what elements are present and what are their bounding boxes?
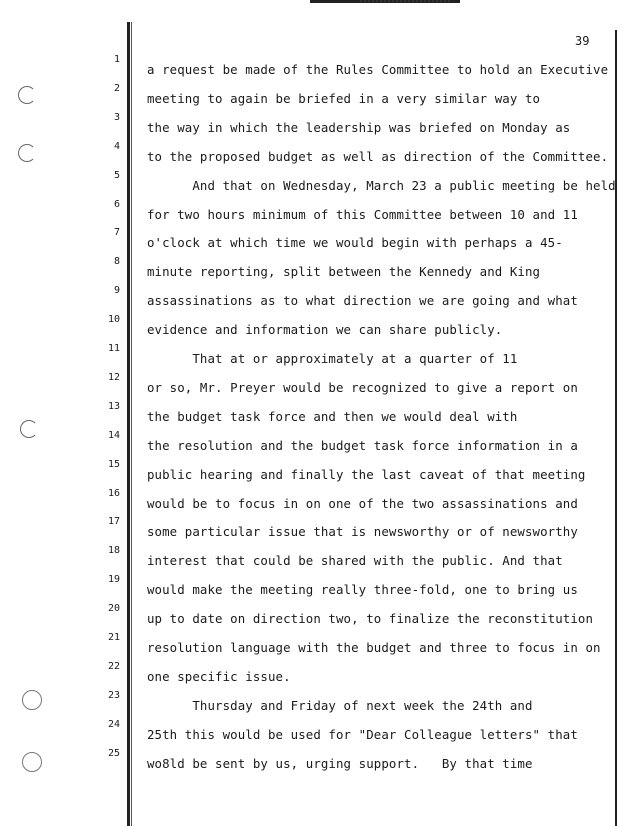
- line-number: 7: [113, 227, 120, 239]
- transcript-line: evidence and information we can share publicly.: [147, 322, 503, 338]
- line-number: 16: [107, 487, 120, 499]
- line-number: 24: [107, 718, 120, 730]
- line-number: 20: [107, 603, 120, 615]
- line-number: 3: [113, 111, 120, 123]
- punch-hole: [22, 752, 42, 772]
- transcript-line: for two hours minimum of this Committee between 10 and 11: [147, 206, 578, 222]
- binder-hole-mark: [20, 420, 38, 438]
- transcript-line: would make the meeting really three-fold, one to bring us: [147, 582, 578, 598]
- line-number: 6: [113, 198, 120, 210]
- line-number: 8: [113, 256, 120, 268]
- binder-hole-mark: [18, 144, 36, 162]
- transcript-line: resolution language with the budget and three to focus in on: [147, 640, 601, 655]
- page-number: 39: [575, 34, 590, 48]
- transcript-line: And that on Wednesday, March 23 a public meeting be held: [147, 177, 616, 193]
- line-number: 10: [107, 314, 120, 326]
- transcript-line: the resolution and the budget task force information in a: [147, 437, 578, 453]
- left-margin-rule-inner: [131, 22, 132, 826]
- line-number: 23: [107, 689, 120, 701]
- transcript-line: public hearing and finally the last caveat of that meeting: [147, 466, 586, 482]
- transcript-line: 25th this would be used for "Dear Colleague letters" that: [147, 726, 578, 742]
- transcript-line: one specific issue.: [147, 668, 291, 684]
- transcript-line: meeting to again be briefed in a very similar way to: [147, 90, 541, 106]
- transcript-line: some particular issue that is newsworthy or of newsworthy: [147, 524, 578, 540]
- transcript-line: to the proposed budget as well as direction of the Committee.: [147, 148, 609, 164]
- binder-hole-mark: [18, 86, 36, 104]
- line-number: 1: [113, 54, 120, 65]
- top-scan-mark-2: [360, 0, 450, 6]
- transcript-line: the way in which the leadership was briefed on Monday as: [147, 119, 571, 135]
- line-number: 12: [107, 371, 120, 383]
- line-number: 2: [113, 82, 120, 94]
- line-number: 4: [113, 140, 120, 152]
- transcript-line: would be to focus in on one of the two assassinations and: [147, 495, 578, 511]
- right-margin-rule: [615, 30, 617, 826]
- transcript-line: o'clock at which time we would begin with perhaps a 45-: [147, 235, 563, 251]
- transcript-line: wo8ld be sent by us, urging support. By that time: [147, 755, 533, 771]
- line-number: 19: [107, 574, 120, 586]
- line-number: 18: [107, 545, 120, 557]
- transcript-line: minute reporting, split between the Kennedy and King: [147, 264, 541, 280]
- transcript-line: a request be made of the Rules Committee to hold an Executive: [147, 62, 609, 77]
- line-number: 15: [107, 458, 120, 470]
- line-number: 13: [107, 400, 120, 412]
- left-margin-rule: [127, 22, 130, 826]
- transcript-line: That at or approximately at a quarter of 11: [147, 351, 518, 366]
- line-number: 11: [107, 343, 120, 354]
- punch-hole: [22, 690, 42, 710]
- line-number: 21: [107, 632, 120, 643]
- transcript-line: up to date on direction two, to finalize the reconstitution: [147, 611, 594, 627]
- transcript-line: or so, Mr. Preyer would be recognized to give a report on: [147, 379, 578, 395]
- line-number: 22: [107, 660, 120, 672]
- transcript-line: assassinations as to what direction we are going and what: [147, 293, 578, 309]
- transcript-line: Thursday and Friday of next week the 24th and: [147, 697, 533, 713]
- line-number: 14: [107, 429, 120, 441]
- transcript-line: interest that could be shared with the public. And that: [147, 553, 563, 569]
- transcript-line: the budget task force and then we would deal with: [147, 408, 518, 424]
- line-number: 25: [107, 747, 120, 759]
- line-number: 5: [113, 169, 120, 181]
- line-number: 17: [107, 516, 120, 528]
- line-number: 9: [113, 285, 120, 297]
